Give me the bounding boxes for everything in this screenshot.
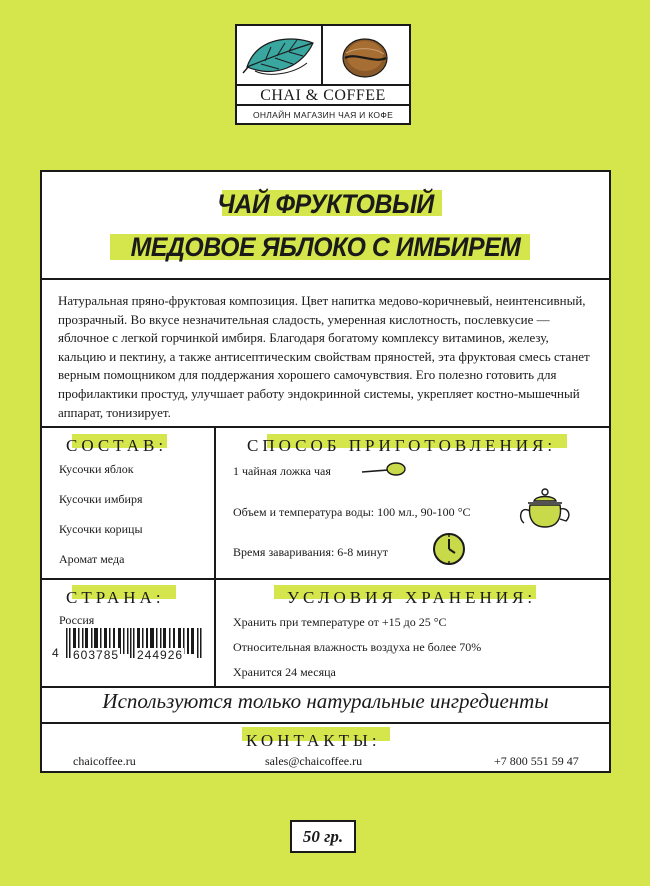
divider <box>42 722 609 724</box>
tea-leaf-icon <box>243 39 313 74</box>
storage-shelf-life: Хранится 24 месяца <box>233 665 336 679</box>
barcode-digit-first: 4 <box>52 646 59 660</box>
clock-icon <box>431 531 467 567</box>
preparation-water <box>233 505 471 520</box>
preparation-time: Время заваривания: 6-8 минут <box>233 545 388 559</box>
slogan: Используются только натуральные ингредиенты <box>102 689 549 713</box>
temperature-text: Хранить при температуре от +15 до 25 <box>233 615 431 629</box>
weight-label: 50 гр. <box>290 820 356 853</box>
storage-heading: УСЛОВИЯ ХРАНЕНИЯ: <box>287 588 537 607</box>
contacts-heading: КОНТАКТЫ: <box>246 731 381 750</box>
brand-logo <box>235 24 411 125</box>
barcode-digits-right: 244926 <box>137 648 184 662</box>
divider <box>42 278 609 280</box>
divider <box>42 686 609 688</box>
brand-name: CHAI & COFFEE <box>237 84 409 106</box>
brand-subtitle: ОНЛАЙН МАГАЗИН ЧАЯ И КОФЕ <box>252 110 394 120</box>
contact-email[interactable]: sales@chaicoffee.ru <box>265 754 363 768</box>
country-value: Россия <box>59 613 95 627</box>
contact-website[interactable]: chaicoffee.ru <box>73 754 136 768</box>
product-title-line1: ЧАЙ ФРУКТОВЫЙ <box>217 189 434 219</box>
logo-icons <box>237 26 409 86</box>
product-title-line2: МЕДОВОЕ ЯБЛОКО С ИМБИРЕМ <box>130 232 521 262</box>
barcode-digits-left: 603785 <box>73 648 120 662</box>
country-heading: СТРАНА: <box>66 588 165 607</box>
water-unit: °C <box>457 505 471 519</box>
preparation-amount: 1 чайная ложка чая <box>233 464 331 478</box>
coffee-bean-icon <box>343 39 387 77</box>
composition-heading: СОСТАВ: <box>66 436 168 455</box>
barcode <box>52 628 207 673</box>
divider <box>42 578 609 580</box>
spoon-icon <box>360 460 408 480</box>
composition-item: Кусочки корицы <box>59 522 143 536</box>
divider <box>42 426 609 428</box>
contact-phone[interactable]: +7 800 551 59 47 <box>494 754 579 768</box>
teapot-icon <box>514 485 576 531</box>
product-card <box>40 170 611 773</box>
temperature-unit: °C <box>433 615 447 629</box>
product-description: Натуральная пряно-фруктовая композиция. Цвет напитка медово-коричневый, неинтенсивный, прозрачный. Во вкусе незначительная сладость, умеренная кислотность, послевкусие — яблочное с легкой горчинкой имбиря. Благодаря богатому комплексу витаминов, железу, кальцию и пектину, а также антисептическим свойствам пряностей, эта фруктовая смесь станет верным помощником для поддержания хорошего самочувствия. Его полезно готовить для профилактики простуд, улучшает работу эндокринной системы, укрепляет костно-мышечный аппарат, тонизирует. <box>58 293 590 420</box>
composition-item: Кусочки имбиря <box>59 492 143 506</box>
water-text: Объем и температура воды: 100 мл., 90-100 <box>233 505 455 519</box>
composition-item: Кусочки яблок <box>59 462 134 476</box>
storage-temperature <box>233 615 447 630</box>
vertical-divider <box>214 578 216 686</box>
preparation-heading: СПОСОБ ПРИГОТОВЛЕНИЯ: <box>247 436 557 455</box>
storage-humidity: Относительная влажность воздуха не более 70% <box>233 640 482 654</box>
composition-item: Аромат меда <box>59 552 125 566</box>
logo-divider <box>321 26 323 86</box>
